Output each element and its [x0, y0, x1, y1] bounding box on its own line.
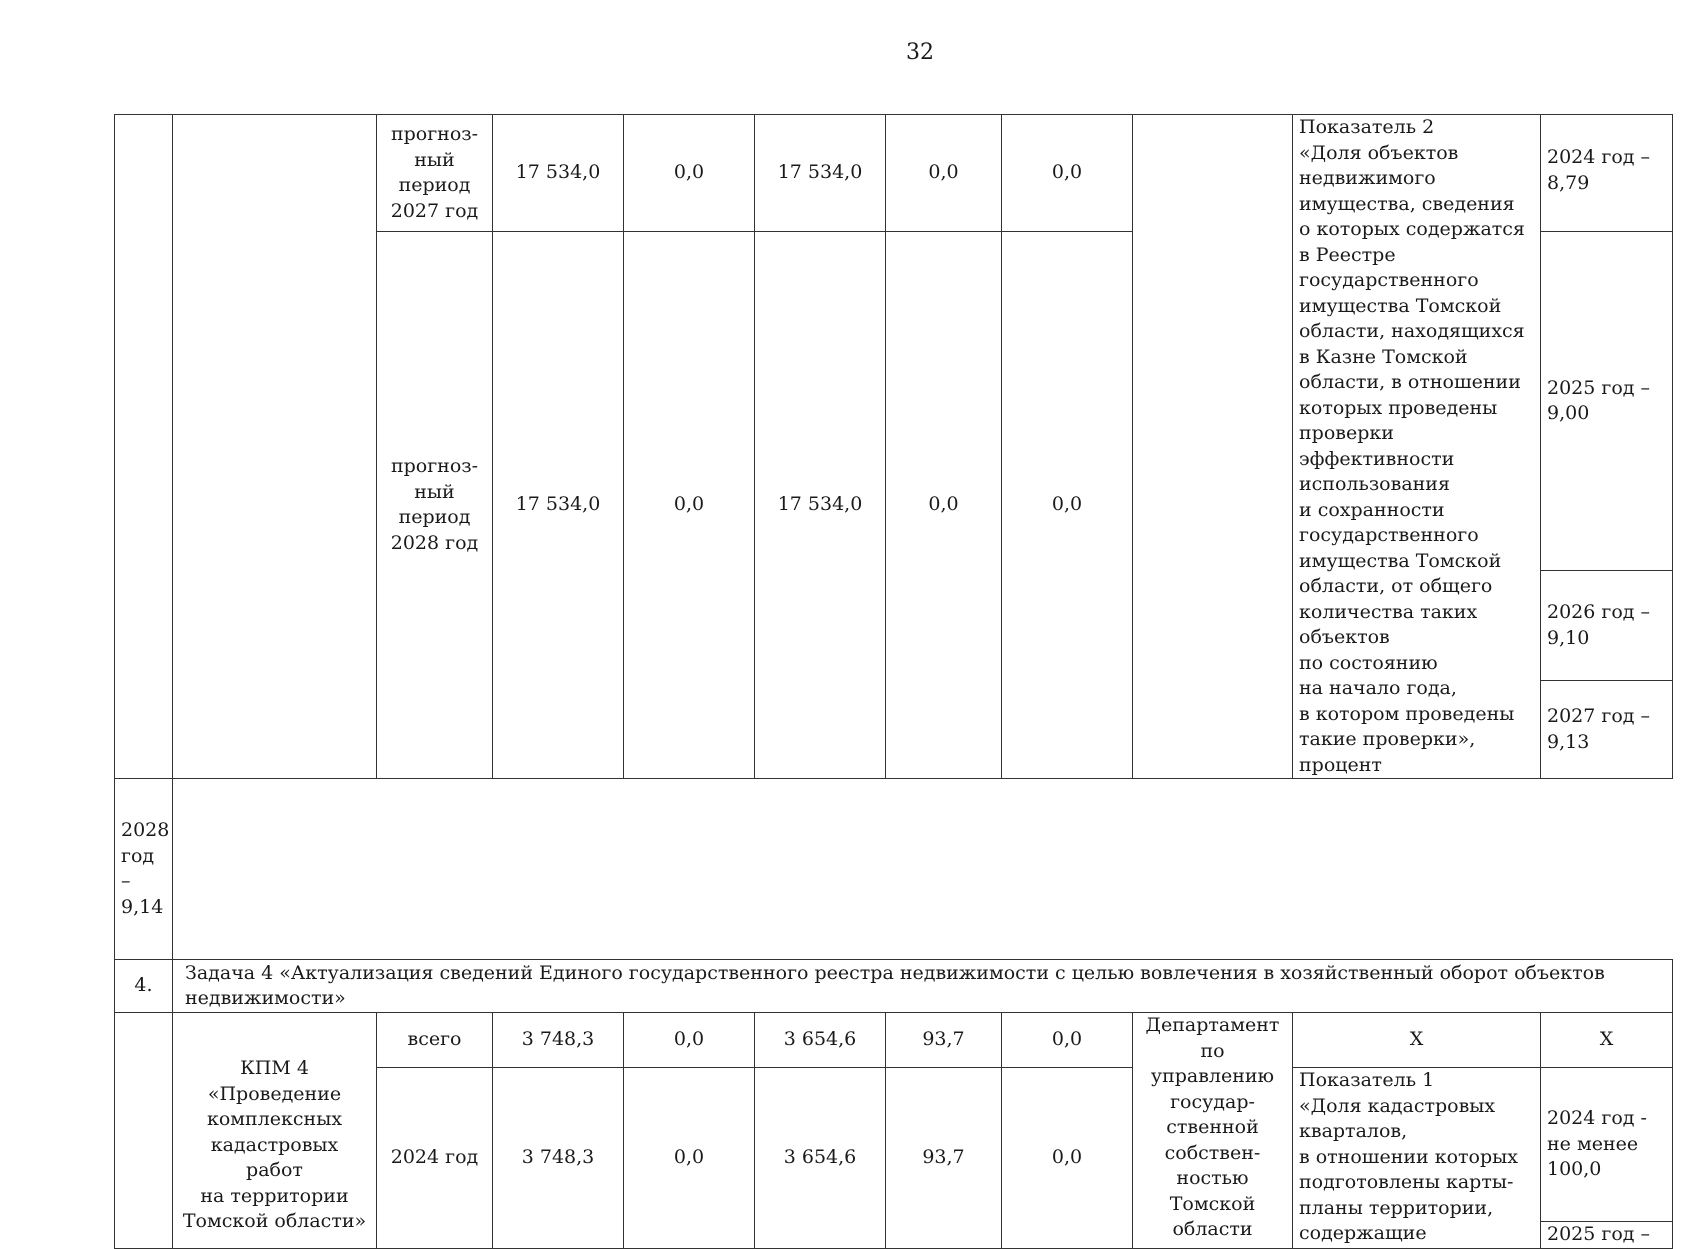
kpm-text: Томской области» — [182, 1210, 367, 1232]
responsible-text: по — [1200, 1039, 1225, 1062]
indicator-text: области, от общего — [1299, 575, 1493, 597]
target-2027 — [1541, 681, 1673, 779]
target-2025-kpm — [1541, 1222, 1673, 1249]
value-other: 0,0 — [1002, 1013, 1133, 1068]
period-text: период — [398, 174, 471, 196]
kpm-text: комплексных — [206, 1108, 343, 1130]
indicator-text: в Реестре — [1299, 243, 1396, 266]
indicator-x-mark: Х — [1293, 1013, 1541, 1068]
indicator-text: такие проверки», — [1299, 728, 1476, 750]
value-other: 0,0 — [1002, 1068, 1133, 1249]
indicator-1-cell — [1293, 1068, 1541, 1249]
responsible-cell-empty — [1133, 115, 1293, 779]
indicator-text: планы территории, — [1299, 1196, 1494, 1219]
number-cell-empty — [115, 1013, 173, 1249]
task-title — [173, 960, 1673, 1013]
value-regional: 3 654,6 — [755, 1068, 886, 1249]
indicator-text: «Доля объектов — [1299, 141, 1459, 164]
indicator-text: которых проведены — [1299, 396, 1498, 419]
target-text: 2027 год – — [1547, 705, 1651, 727]
indicator-text: использования — [1299, 473, 1450, 495]
period-text: 2027 год — [390, 199, 479, 222]
target-2026 — [1541, 571, 1673, 681]
value-total: 3 748,3 — [493, 1068, 624, 1249]
period-text: период — [398, 506, 471, 528]
responsible-text: Томской — [1169, 1192, 1256, 1215]
value-other: 0,0 — [1002, 115, 1133, 232]
target-2024-kpm — [1541, 1068, 1673, 1222]
indicator-2-cell — [1293, 115, 1541, 779]
kpm-text: на территории — [200, 1184, 349, 1207]
value-federal: 0,0 — [624, 1013, 755, 1068]
target-text: 9,10 — [1547, 626, 1590, 649]
kpm-text: кадастровых — [210, 1133, 339, 1156]
responsible-text: собствен- — [1164, 1141, 1261, 1164]
indicator-text: проверки — [1299, 422, 1394, 444]
responsible-text: Департамент — [1145, 1014, 1280, 1036]
indicator-text: Показатель 1 — [1299, 1069, 1435, 1091]
value-local: 0,0 — [886, 232, 1002, 779]
period-text: ный — [414, 148, 455, 171]
task-number: 4. — [115, 960, 173, 1013]
period-text: прогноз- — [390, 455, 479, 477]
target-text: 9,13 — [1547, 730, 1590, 753]
indicator-text: имущества Томской — [1299, 549, 1502, 572]
table-row — [115, 1013, 1673, 1068]
period-text: ный — [414, 480, 455, 503]
indicator-text: о которых содержатся — [1299, 218, 1525, 240]
period-text: прогноз- — [390, 123, 479, 145]
indicator-text: области, в отношении — [1299, 371, 1521, 393]
target-2024 — [1541, 115, 1673, 232]
indicator-text: содержащие — [1299, 1222, 1427, 1244]
target-text: 100,0 — [1547, 1158, 1602, 1181]
target-text: 2025 год – — [1547, 376, 1651, 399]
indicator-text: эффективности — [1299, 447, 1455, 470]
kpm-text: «Проведение — [207, 1082, 342, 1105]
program-table — [114, 114, 1673, 1249]
period-cell-2024: 2024 год — [377, 1068, 493, 1249]
indicator-text: кварталов, — [1299, 1120, 1408, 1142]
value-regional: 17 534,0 — [755, 232, 886, 779]
value-federal: 0,0 — [624, 232, 755, 779]
responsible-text: ственной — [1166, 1116, 1259, 1138]
kpm-text: КПМ 4 — [240, 1057, 309, 1079]
responsible-text: ностью — [1176, 1167, 1249, 1189]
task-text: Задача 4 «Актуализация сведений Единого государственного реестра недвижимости с целью вовлечения в хозяйственный оборот объектов — [185, 961, 1605, 984]
value-local: 0,0 — [886, 115, 1002, 232]
indicator-text: области, находящихся — [1299, 320, 1525, 342]
number-cell-empty — [115, 115, 173, 779]
value-regional: 3 654,6 — [755, 1013, 886, 1068]
target-text: 9,14 — [121, 895, 164, 918]
target-text: 9,00 — [1547, 402, 1590, 424]
value-total: 17 534,0 — [493, 232, 624, 779]
indicator-text: на начало года, — [1299, 677, 1457, 699]
indicator-text: и сохранности — [1299, 498, 1445, 521]
indicator-text: объектов — [1299, 626, 1390, 648]
value-total: 17 534,0 — [493, 115, 624, 232]
indicator-text: количества таких — [1299, 600, 1478, 623]
indicator-text: Показатель 2 — [1299, 116, 1435, 138]
target-text: 2025 год – — [1547, 1223, 1651, 1245]
target-text: 2024 год - — [1547, 1107, 1647, 1130]
indicator-text: процент — [1299, 753, 1382, 776]
indicator-text: в котором проведены — [1299, 702, 1515, 725]
page-number: 32 — [906, 40, 934, 65]
value-regional: 17 534,0 — [755, 115, 886, 232]
kpm4-name-cell — [173, 1013, 377, 1249]
responsible-text: управлению — [1150, 1065, 1275, 1087]
period-cell-total: всего — [377, 1013, 493, 1068]
value-other: 0,0 — [1002, 232, 1133, 779]
indicator-text: государственного — [1299, 269, 1479, 291]
indicator-text: по состоянию — [1299, 651, 1438, 674]
responsible-text: государ- — [1170, 1090, 1255, 1113]
task-row — [115, 960, 1673, 1013]
target-text: не менее — [1547, 1132, 1639, 1155]
target-x-mark: Х — [1541, 1013, 1673, 1068]
value-federal: 0,0 — [624, 1068, 755, 1249]
responsible-cell — [1133, 1013, 1293, 1249]
task-text: недвижимости» — [185, 987, 346, 1009]
target-2025 — [1541, 232, 1673, 571]
value-local: 93,7 — [886, 1013, 1002, 1068]
indicator-text: подготовлены карты- — [1299, 1171, 1514, 1193]
indicator-text: имущества Томской — [1299, 294, 1502, 317]
target-text: 2026 год – — [1547, 601, 1651, 623]
period-cell-2027 — [377, 115, 493, 232]
name-cell-empty — [173, 115, 377, 779]
indicator-text: «Доля кадастровых — [1299, 1094, 1496, 1117]
target-text: 2024 год – — [1547, 146, 1651, 168]
target-text: 2028 год – — [121, 819, 170, 892]
target-text: 8,79 — [1547, 171, 1590, 194]
indicator-text: имущества, сведения — [1299, 192, 1515, 215]
kpm-text: работ — [246, 1159, 303, 1181]
value-total: 3 748,3 — [493, 1013, 624, 1068]
value-federal: 0,0 — [624, 115, 755, 232]
period-cell-2028 — [377, 232, 493, 779]
indicator-text: государственного — [1299, 524, 1479, 546]
responsible-text: области — [1172, 1218, 1253, 1240]
target-2028 — [115, 779, 173, 960]
period-text: 2028 год — [390, 531, 479, 554]
table-row — [115, 779, 1673, 960]
table-row — [115, 115, 1673, 166]
indicator-text: в отношении которых — [1299, 1145, 1518, 1168]
indicator-text: недвижимого — [1299, 167, 1436, 189]
value-local: 93,7 — [886, 1068, 1002, 1249]
indicator-text: в Казне Томской — [1299, 345, 1468, 368]
